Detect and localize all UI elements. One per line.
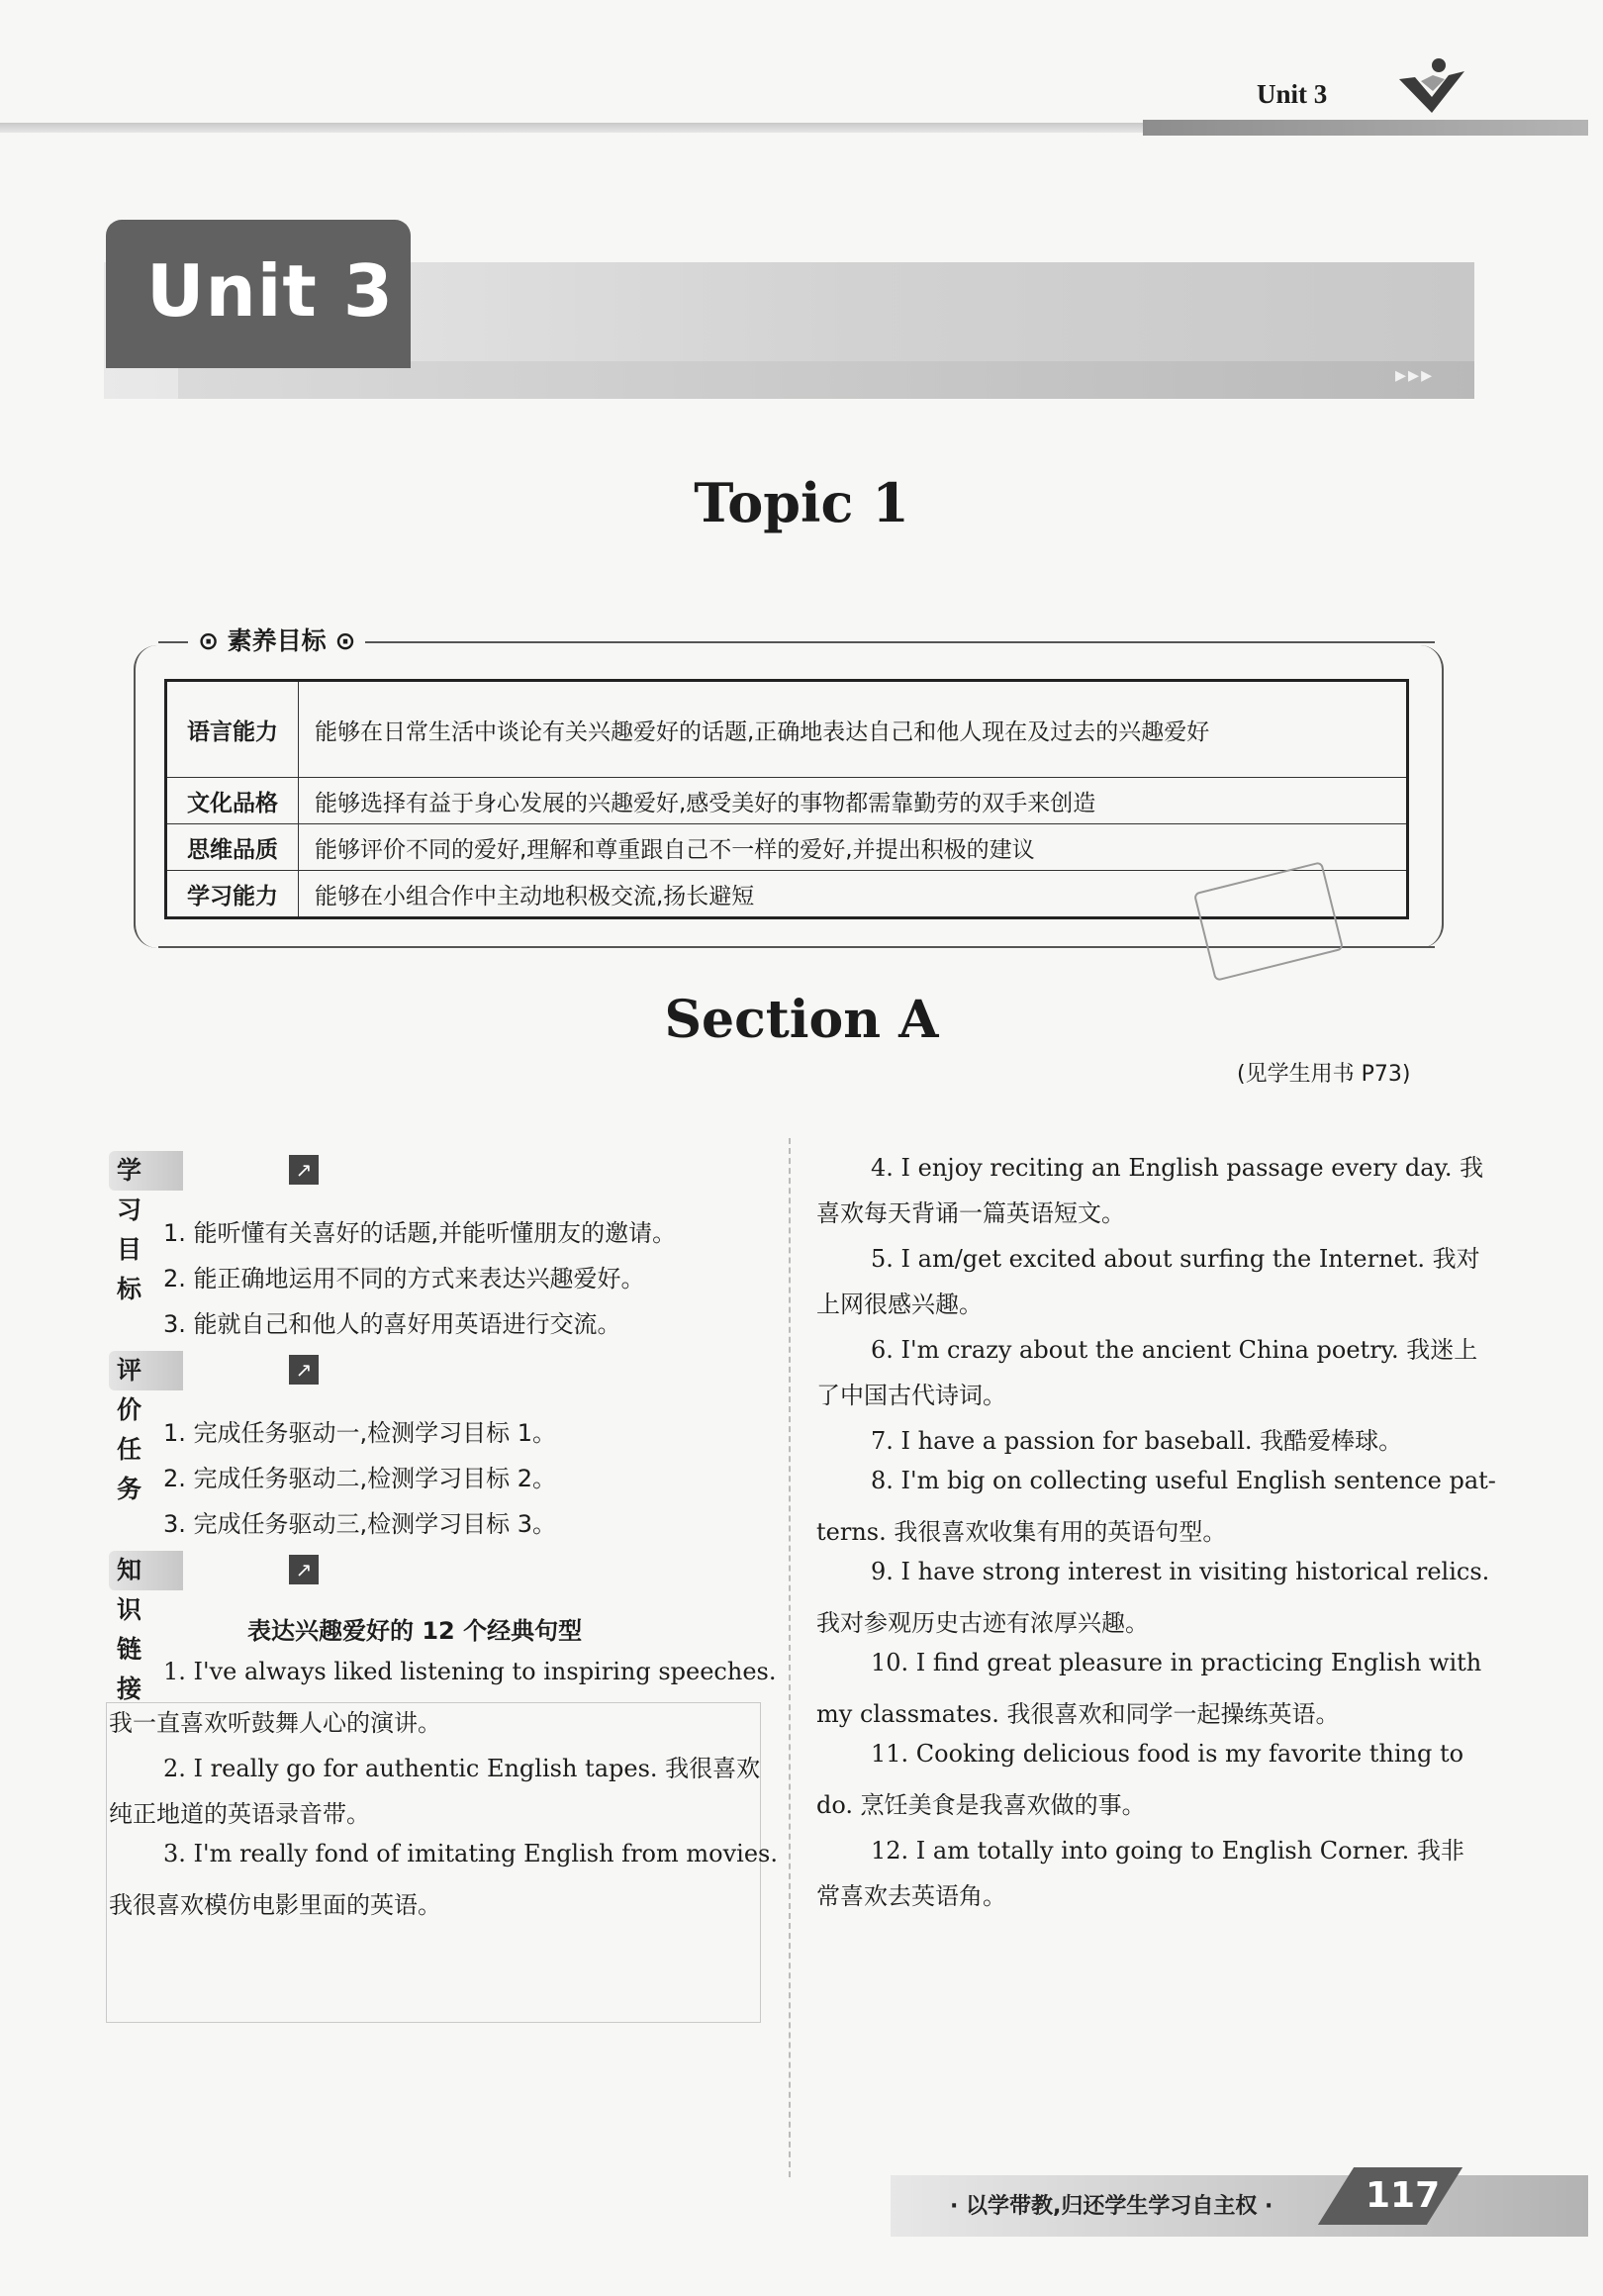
pattern-line: 常喜欢去英语角。 bbox=[816, 1882, 1006, 1910]
pattern-line: 9. I have strong interest in visiting historical relics. bbox=[871, 1558, 1490, 1585]
pattern-line: my classmates. 我很喜欢和同学一起操练英语。 bbox=[816, 1700, 1340, 1728]
pattern-line: 我对参观历史古迹有浓厚兴趣。 bbox=[816, 1609, 1149, 1637]
header-unit-label: Unit 3 bbox=[1257, 79, 1328, 109]
pattern-line: terns. 我很喜欢收集有用的英语句型。 bbox=[816, 1518, 1227, 1546]
pattern-line: 我很喜欢模仿电影里面的英语。 bbox=[109, 1891, 441, 1919]
pattern-line: 7. I have a passion for baseball. 我酷爱棒球。 bbox=[871, 1427, 1403, 1455]
book-reader-logo-icon bbox=[1397, 51, 1466, 121]
footer-motto: · 以学带教,归还学生学习自主权 · bbox=[950, 2194, 1273, 2219]
pattern-line: do. 烹饪美食是我喜欢做的事。 bbox=[816, 1791, 1146, 1819]
task-item: 1. 完成任务驱动一,检测学习目标 1。 bbox=[163, 1419, 557, 1447]
objective-key: 文化品格 bbox=[166, 778, 299, 824]
objective-value: 能够评价不同的爱好,理解和尊重跟自己不一样的爱好,并提出积极的建议 bbox=[299, 824, 1408, 871]
pattern-line: 12. I am totally into going to English Corner. 我非 bbox=[871, 1837, 1464, 1865]
unit-title: Unit 3 bbox=[146, 249, 394, 333]
arrow-icon: ↗ bbox=[289, 1555, 319, 1584]
header-rule-accent bbox=[1143, 120, 1588, 136]
links-tag-label: 知识链接 bbox=[109, 1551, 183, 1590]
objective-key: 思维品质 bbox=[166, 824, 299, 871]
pattern-line: 8. I'm big on collecting useful English sentence pat- bbox=[871, 1467, 1496, 1494]
arrow-icon: ↗ bbox=[289, 1155, 319, 1185]
goals-tag-label: 学习目标 bbox=[109, 1151, 183, 1191]
pattern-line: 我一直喜欢听鼓舞人心的演讲。 bbox=[109, 1709, 441, 1737]
objective-key: 语言能力 bbox=[166, 681, 299, 778]
objective-value: 能够在小组合作中主动地积极交流,扬长避短 bbox=[299, 871, 1408, 918]
objectives-row bbox=[166, 778, 1408, 824]
pattern-line: 11. Cooking delicious food is my favorite thing to bbox=[871, 1740, 1464, 1768]
objectives-row bbox=[166, 824, 1408, 871]
pattern-line: 喜欢每天背诵一篇英语短文。 bbox=[816, 1199, 1125, 1227]
pattern-line: 纯正地道的英语录音带。 bbox=[109, 1800, 370, 1828]
banner-arrows-icon: ▸▸▸ bbox=[1395, 363, 1435, 388]
pattern-line: 6. I'm crazy about the ancient China poetry. 我迷上 bbox=[871, 1336, 1478, 1364]
objectives-label: ⊙ 素养目标 ⊙ bbox=[188, 622, 365, 657]
objectives-row bbox=[166, 681, 1408, 778]
objectives-table bbox=[164, 679, 1409, 919]
goal-item: 2. 能正确地运用不同的方式来表达兴趣爱好。 bbox=[163, 1265, 645, 1292]
links-subhead: 表达兴趣爱好的 12 个经典句型 bbox=[247, 1617, 583, 1645]
pattern-line: 3. I'm really fond of imitating English from movies. bbox=[163, 1840, 778, 1867]
topic-title: Topic 1 bbox=[694, 471, 909, 534]
reference-note: (见学生用书 P73) bbox=[1237, 1062, 1411, 1087]
pattern-line: 1. I've always liked listening to inspiring speeches. bbox=[163, 1658, 777, 1685]
page-number: 117 bbox=[1366, 2175, 1441, 2216]
arrow-icon: ↗ bbox=[289, 1355, 319, 1385]
section-title: Section A bbox=[664, 990, 939, 1050]
task-item: 3. 完成任务驱动三,检测学习目标 3。 bbox=[163, 1510, 557, 1538]
pattern-line: 了中国古代诗词。 bbox=[816, 1382, 1006, 1409]
pattern-line: 2. I really go for authentic English tapes. 我很喜欢 bbox=[163, 1755, 761, 1782]
pattern-line: 5. I am/get excited about surfing the Internet. 我对 bbox=[871, 1245, 1480, 1273]
pattern-line: 10. I find great pleasure in practicing English with bbox=[871, 1649, 1482, 1676]
pattern-line: 上网很感兴趣。 bbox=[816, 1291, 983, 1318]
task-item: 2. 完成任务驱动二,检测学习目标 2。 bbox=[163, 1465, 557, 1492]
objective-value: 能够选择有益于身心发展的兴趣爱好,感受美好的事物都需靠勤劳的双手来创造 bbox=[299, 778, 1408, 824]
goal-item: 3. 能就自己和他人的喜好用英语进行交流。 bbox=[163, 1310, 621, 1338]
objective-value: 能够在日常生活中谈论有关兴趣爱好的话题,正确地表达自己和他人现在及过去的兴趣爱好 bbox=[299, 681, 1408, 778]
tasks-tag-label: 评价任务 bbox=[109, 1351, 183, 1390]
column-divider bbox=[789, 1138, 791, 2177]
goal-item: 1. 能听懂有关喜好的话题,并能听懂朋友的邀请。 bbox=[163, 1219, 677, 1247]
objective-key: 学习能力 bbox=[166, 871, 299, 918]
pattern-line: 4. I enjoy reciting an English passage every day. 我 bbox=[871, 1154, 1484, 1182]
